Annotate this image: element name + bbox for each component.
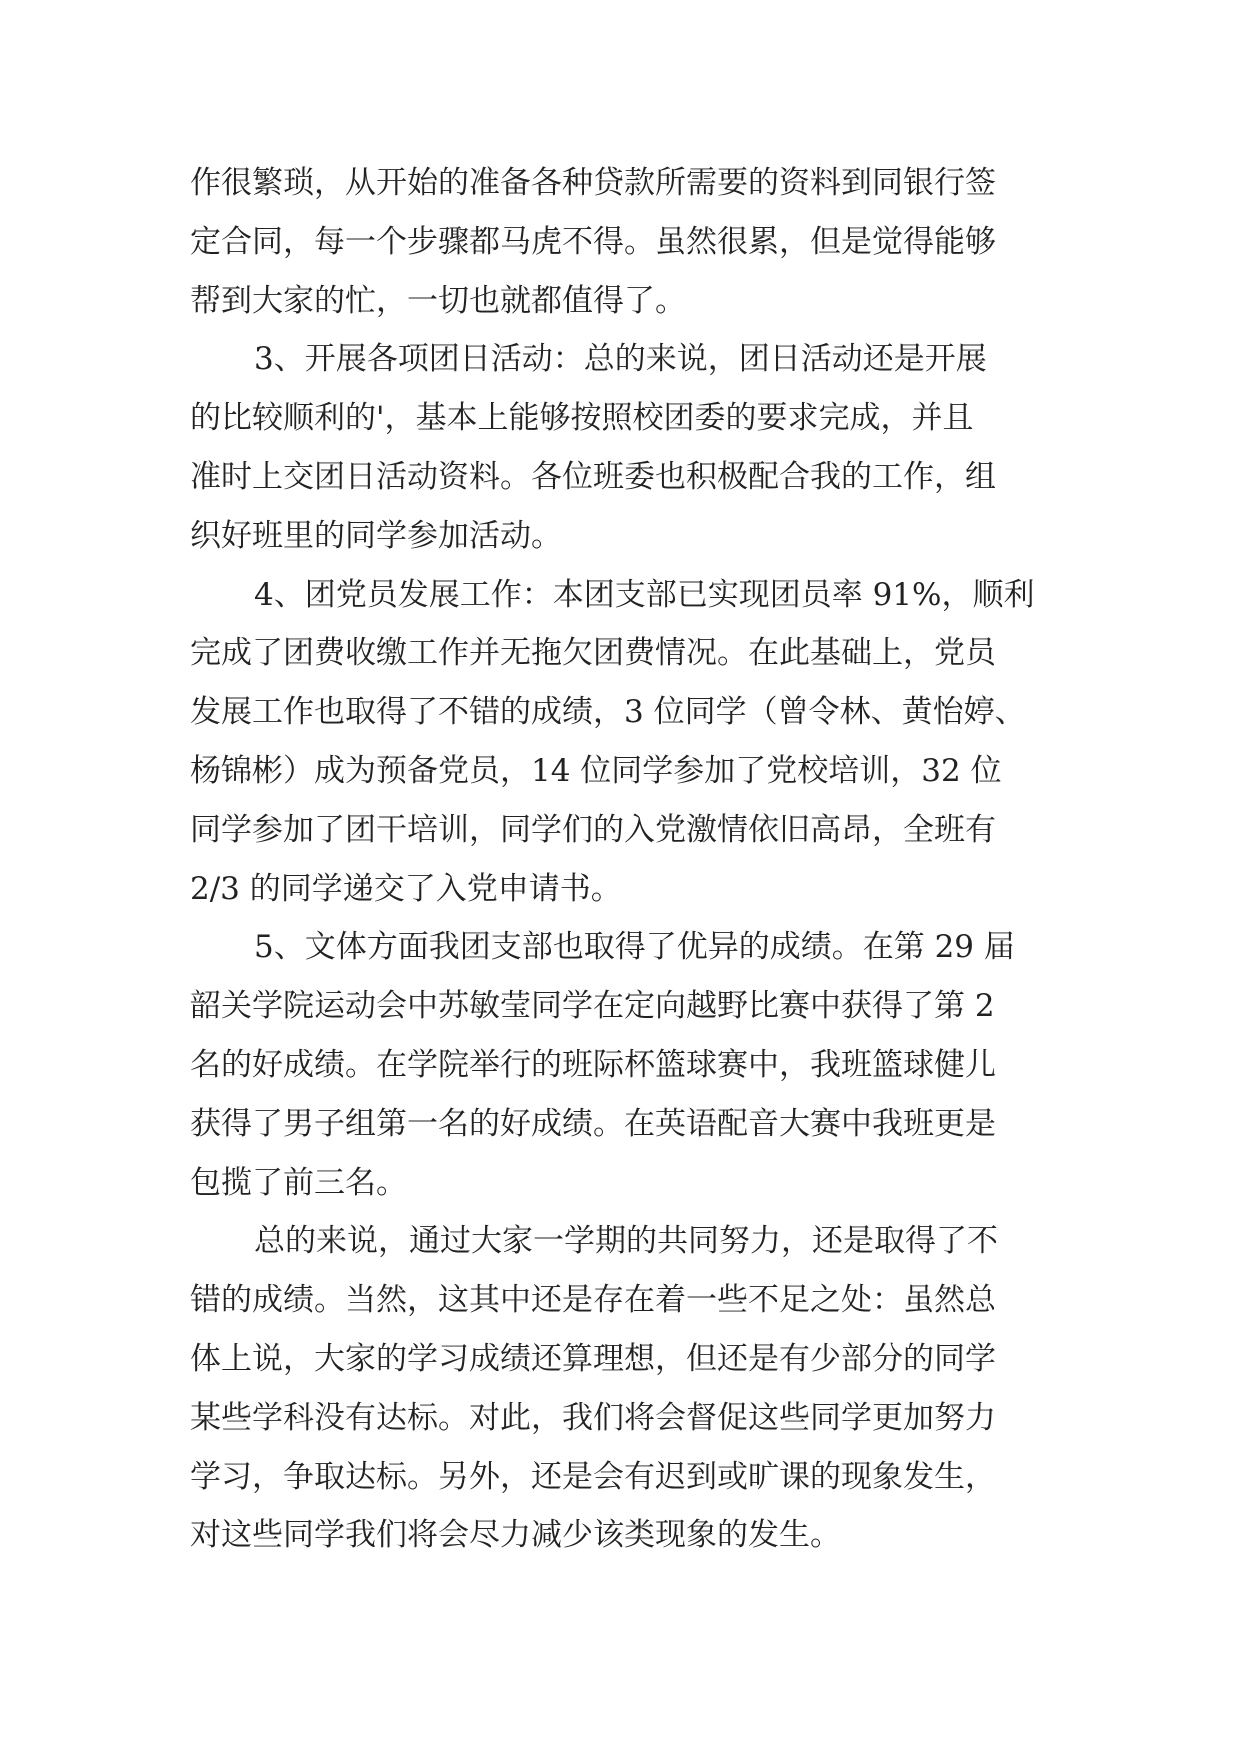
text-line: 对这些同学我们将会尽力减少该类现象的发生。 <box>190 1517 841 1554</box>
text-line: 准时上交团日活动资料。各位班委也积极配合我的工作，组 <box>190 458 996 495</box>
paragraph-start-line: 5、文体方面我团支部也取得了优异的成绩。在第 29 届 <box>254 929 1015 966</box>
body-text <box>190 154 1070 1565</box>
paragraph-start-line: 3、开展各项团日活动：总的来说，团日活动还是开展 <box>254 341 987 378</box>
text-line: 帮到大家的忙，一切也就都值得了。 <box>190 282 686 319</box>
text-line: 2/3 的同学递交了入党申请书。 <box>190 870 622 907</box>
text-line: 的比较顺利的'，基本上能够按照校团委的要求完成，并且 <box>190 400 974 437</box>
text-line: 体上说，大家的学习成绩还算理想，但还是有少部分的同学 <box>190 1340 996 1377</box>
text-line: 某些学科没有达标。对此，我们将会督促这些同学更加努力 <box>190 1399 996 1436</box>
text-line: 学习，争取达标。另外，还是会有迟到或旷课的现象发生， <box>190 1458 996 1495</box>
text-line: 同学参加了团干培训，同学们的入党激情依旧高昂，全班有 <box>190 811 996 848</box>
paragraph-start-line: 总的来说，通过大家一学期的共同努力，还是取得了不 <box>254 1223 998 1260</box>
text-line: 定合同，每一个步骤都马虎不得。虽然很累，但是觉得能够 <box>190 223 996 260</box>
text-line: 发展工作也取得了不错的成绩，3 位同学（曾令林、黄怡婷、 <box>190 694 1026 731</box>
text-line: 杨锦彬）成为预备党员，14 位同学参加了党校培训，32 位 <box>190 752 1002 789</box>
text-line: 包揽了前三名。 <box>190 1164 407 1201</box>
text-line: 作很繁琐，从开始的准备各种贷款所需要的资料到同银行签 <box>190 165 996 201</box>
text-line: 完成了团费收缴工作并无拖欠团费情况。在此基础上，党员 <box>190 635 996 672</box>
text-line: 名的好成绩。在学院举行的班际杯篮球赛中，我班篮球健儿 <box>190 1046 996 1083</box>
paragraph-start-line: 4、团党员发展工作：本团支部已实现团员率 91%，顺利 <box>254 576 1035 613</box>
text-line: 韶关学院运动会中苏敏莹同学在定向越野比赛中获得了第 2 <box>190 988 995 1025</box>
text-line: 织好班里的同学参加活动。 <box>190 517 562 554</box>
text-line: 获得了男子组第一名的好成绩。在英语配音大赛中我班更是 <box>190 1105 996 1142</box>
text-line: 错的成绩。当然，这其中还是存在着一些不足之处：虽然总 <box>190 1282 996 1319</box>
